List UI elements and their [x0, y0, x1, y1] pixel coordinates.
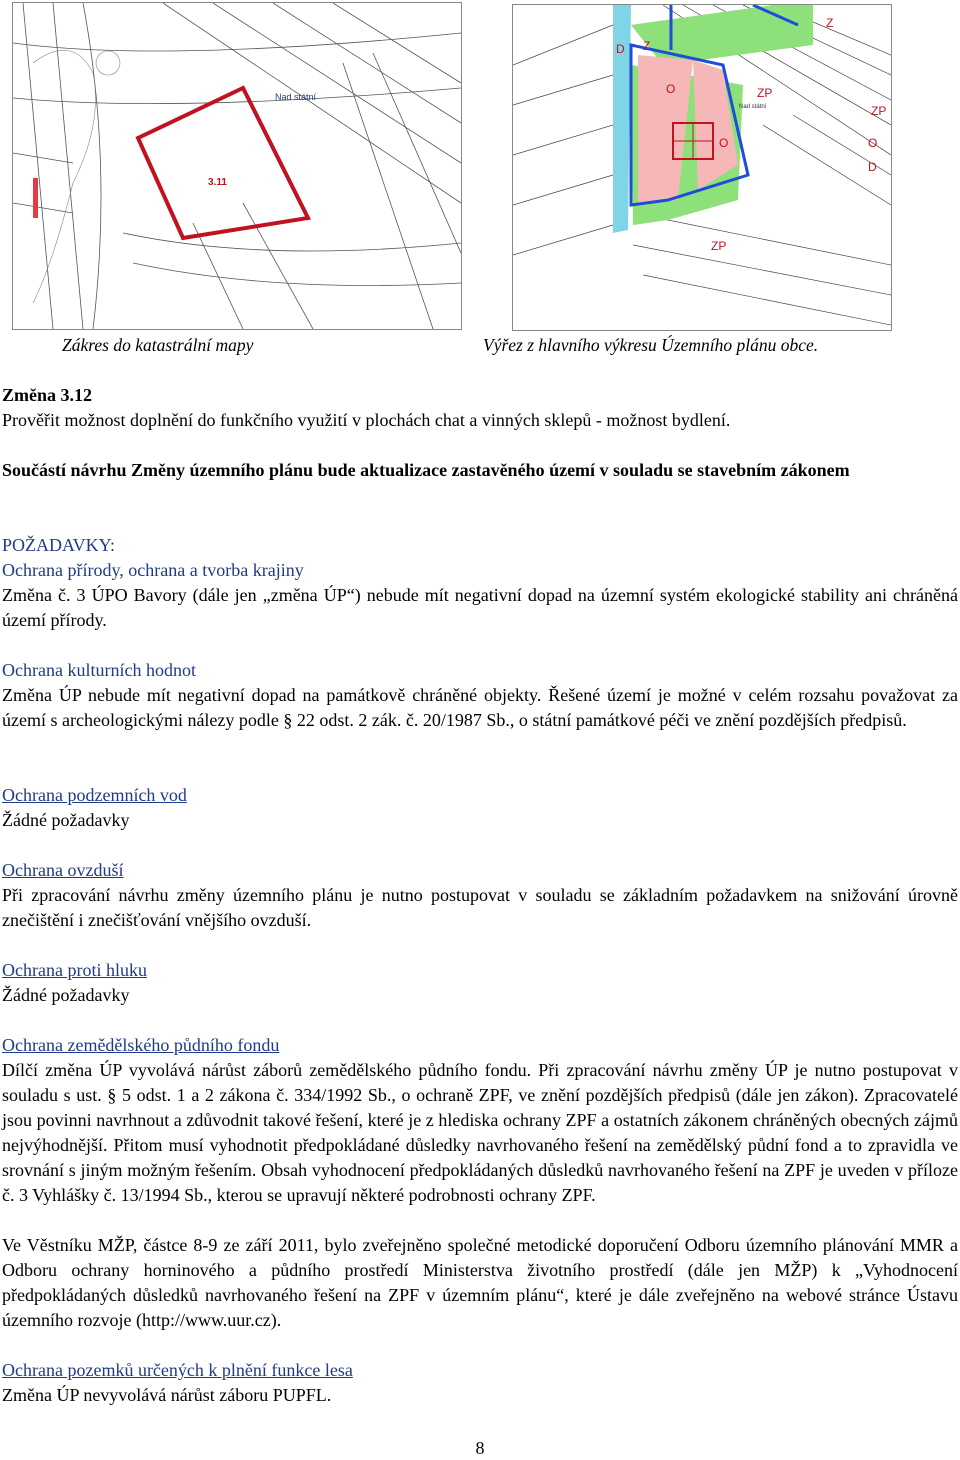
forest-land-text: Změna ÚP nevyvolává nárůst záboru PUPFL. — [2, 1385, 332, 1405]
zone-label: O — [666, 82, 676, 96]
cadastral-map-drawing — [13, 3, 461, 329]
zone-label: ZP — [757, 86, 773, 100]
cadastral-map — [12, 2, 462, 330]
air-protection-heading: Ochrana ovzduší — [2, 860, 124, 880]
zone-label: ZP — [871, 104, 887, 118]
soucasti-paragraph: Součástí návrhu Změny územního plánu bude aktualizace zastavěného území v souladu se stavebním zákonem — [2, 460, 850, 480]
groundwater-text: Žádné požadavky — [2, 810, 130, 830]
land-use-plan-drawing — [513, 5, 891, 330]
change-text: Prověřit možnost doplnění do funkčního využití v plochách chat a vinných sklepů - možnost bydlení. — [2, 410, 731, 430]
locality-label: Nad státní — [739, 104, 767, 110]
nature-protection-text: Změna č. 3 ÚPO Bavory (dále jen „změna ÚP“) nebude mít negativní dopad na územní systém ekologické stability ani chráněná území přírody. — [2, 585, 958, 630]
cultural-heritage-heading: Ochrana kulturních hodnot — [2, 660, 196, 680]
air-protection-text: Při zpracování návrhu změny územního plánu je nutno postupovat v souladu se základním požadavkem na snižování úrovně znečištění i znečišťování vnějšího ovzduší. — [2, 885, 958, 930]
vestnik-text: Ve Věstníku MŽP, částce 8-9 ze září 2011, bylo zveřejněno společné metodické doporučení Odboru územního plánování MMR a Odboru ochrany horninového a půdního prostředí Ministerstva životního prostředí (dále jen MŽP) k „Vyhodnocení předpokládaných důsledků navrhovaného řešení na ZPF v územním plánu“, které je dále zveřejněno na webové stránce Ústavu územního rozvoje (http://www.uur.cz). — [2, 1235, 958, 1330]
zone-label: O — [719, 136, 729, 150]
nature-protection-heading: Ochrana přírody, ochrana a tvorba krajiny — [2, 560, 304, 580]
zone-label: D — [868, 160, 877, 174]
zone-label: ZP — [711, 239, 727, 253]
groundwater-heading: Ochrana podzemních vod — [2, 785, 187, 805]
zone-label: Z — [826, 16, 834, 30]
requirements-heading: POŽADAVKY: — [2, 535, 116, 555]
forest-land-heading: Ochrana pozemků určených k plnění funkce lesa — [2, 1360, 353, 1380]
zone-label: D — [616, 42, 625, 56]
zpf-text: Dílčí změna ÚP vyvolává nárůst záborů zemědělského půdního fondu. Při zpracování návrhu změny ÚP je nutno postupovat v souladu s ust. § 5 odst. 1 a 2 zákona č. 334/1992 Sb., o ochraně ZPF, ve znění pozdějších předpisů (dále jen zákon). Zpracovatelé jsou povinni navrhnout a zdůvodnit takové řešení, které je z hlediska ochrany ZPF a ostatních zákonem chráněných obecných zájmů nejvýhodnější. Přitom musí vyhodnotit předpokládané důsledky navrhovaného řešení na zemědělský půdní fond a to zpravidla ve srovnání s jiným možným řešením. Obsah vyhodnocení předpokládaných důsledků navrhovaného řešení na ZPF je uveden v příloze č. 3 Vyhlášky č. 13/1994 Sb., kterou se upravují některé podrobnosti ochrany ZPF. — [2, 1060, 958, 1205]
zone-label: Z — [643, 39, 651, 53]
zone-label: O — [868, 136, 878, 150]
change-heading: Změna 3.12 — [2, 385, 92, 405]
change-label: 3.11 — [208, 177, 227, 188]
land-use-plan-map — [512, 4, 892, 331]
zpf-heading: Ochrana zemědělského půdního fondu — [2, 1035, 280, 1055]
noise-protection-heading: Ochrana proti hluku — [2, 960, 147, 980]
page-number: 8 — [475, 1438, 485, 1458]
noise-protection-text: Žádné požadavky — [2, 985, 130, 1005]
cultural-heritage-text: Změna ÚP nebude mít negativní dopad na památkově chráněné objekty. Řešené území je možné v celém rozsahu považovat za území s archeologickými nálezy podle § 22 odst. 2 zák. č. 20/1987 Sb., o státní památkové péči ve znění pozdějších předpisů. — [2, 685, 958, 730]
left-map-caption: Zákres do katastrální mapy — [62, 335, 254, 355]
right-map-caption: Výřez z hlavního výkresu Územního plánu obce. — [483, 335, 819, 355]
locality-label: Nad státní — [275, 92, 317, 102]
